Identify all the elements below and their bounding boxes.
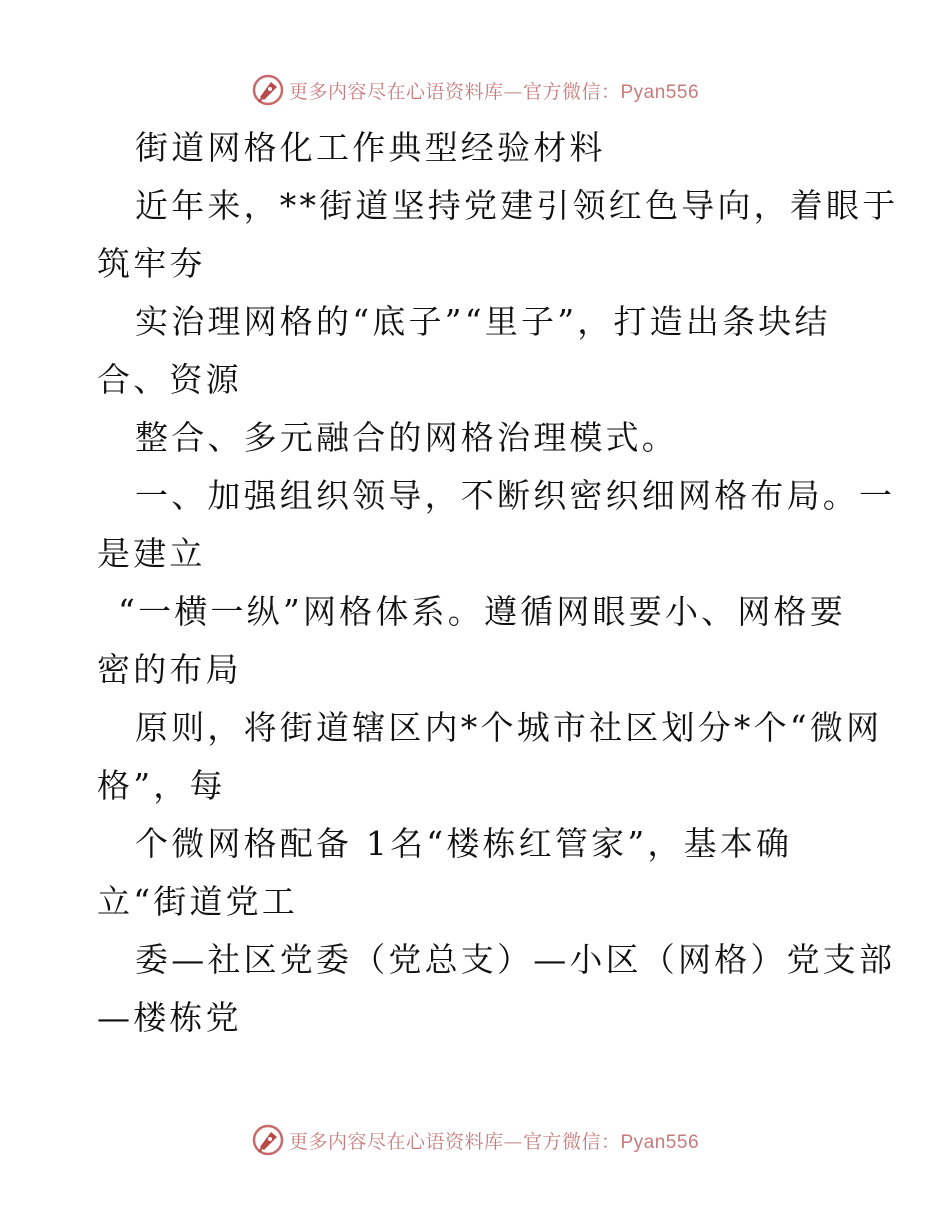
paragraph-line: 筑牢夯	[97, 244, 206, 283]
watermark-text	[289, 1127, 699, 1154]
watermark-wechat-label: 官方微信：	[522, 1130, 621, 1153]
paragraph-line: 一、加强组织领导，不断织密织细网格布局。一	[135, 476, 896, 515]
watermark-slogan: 更多内容尽在心语资料库	[288, 1130, 504, 1153]
paragraph-line: 近年来，**街道坚持党建引领红色导向，着眼于	[135, 186, 899, 225]
watermark-wechat-label: 官方微信：	[522, 80, 621, 103]
paragraph-line: “一横一纵”网格体系。遵循网眼要小、网格要	[118, 592, 846, 631]
paragraph-line: 合、资源	[97, 360, 242, 399]
paragraph-line: 委—社区党委（党总支）—小区（网格）党支部	[135, 940, 896, 979]
watermark-banner-top	[0, 70, 950, 110]
paragraph-line: 密的布局	[97, 650, 242, 689]
paragraph-line: —楼栋党	[97, 998, 242, 1037]
watermark-slogan: 更多内容尽在心语资料库	[288, 80, 504, 103]
watermark-wechat-id: Pyan556	[620, 81, 700, 103]
watermark-dash: —	[503, 80, 523, 103]
watermark-banner-bottom	[0, 1120, 950, 1160]
paragraph-line: 个微网格配备 1名“楼栋红管家”，基本确	[135, 824, 793, 863]
paragraph-line: 立“街道党工	[97, 882, 299, 921]
pen-nib-logo-icon	[251, 1123, 285, 1157]
document-title: 街道网格化工作典型经验材料	[135, 128, 606, 167]
watermark-text	[289, 77, 699, 104]
paragraph-line: 是建立	[97, 534, 206, 573]
paragraph-line: 整合、多元融合的网格治理模式。	[135, 418, 678, 457]
pen-nib-logo-icon	[251, 73, 285, 107]
paragraph-line: 格”，每	[97, 766, 226, 805]
paragraph-line: 原则，将街道辖区内*个城市社区划分*个“微网	[135, 708, 883, 747]
paragraph-line: 实治理网格的“底子”“里子”，打造出条块结	[135, 302, 831, 341]
watermark-wechat-id: Pyan556	[620, 1131, 700, 1153]
watermark-dash: —	[503, 1130, 523, 1153]
